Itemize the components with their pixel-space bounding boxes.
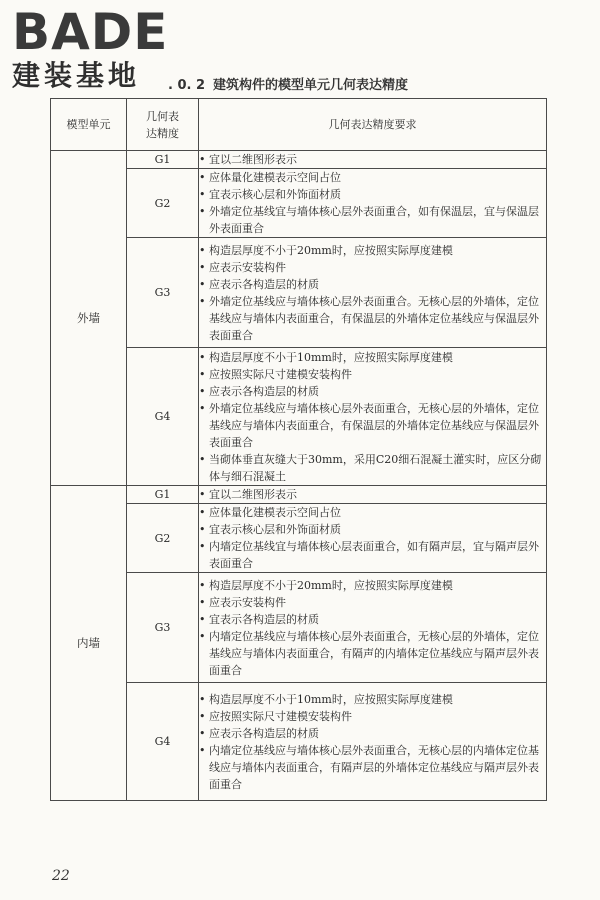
- requirements-list: [199, 151, 546, 168]
- requirement-item: • 内墙定位基线应与墙体核心层外表面重合，无核心层的外墙体，定位基线应与墙体内表面重合，有隔声的内墙体定位基线应与隔声层外表面重合: [199, 628, 546, 679]
- requirements-cell: [199, 169, 547, 238]
- logo-wordmark: BADE: [12, 3, 169, 61]
- requirements-cell: [199, 486, 547, 504]
- requirement-item: • 宜以二维图形表示: [199, 486, 546, 503]
- requirement-item: • 应表示各构造层的材质: [199, 276, 546, 293]
- requirement-item: • 应表示各构造层的材质: [199, 725, 546, 742]
- requirement-item: • 应按照实际尺寸建模安装构件: [199, 708, 546, 725]
- requirements-list: [199, 486, 546, 503]
- table-body: [51, 151, 547, 801]
- requirement-item: • 宜以二维图形表示: [199, 151, 546, 168]
- requirements-cell: [199, 348, 547, 486]
- requirement-item: • 宜表示核心层和外饰面材质: [199, 186, 546, 203]
- requirement-item: • 应按照实际尺寸建模安装构件: [199, 366, 546, 383]
- model-unit-cell: 外墙: [51, 151, 127, 486]
- requirements-cell: [199, 573, 547, 683]
- brand-logo: [6, 4, 191, 100]
- requirement-item: • 宜表示核心层和外饰面材质: [199, 521, 546, 538]
- requirements-list: [199, 349, 546, 485]
- precision-level-cell: G1: [127, 151, 199, 169]
- precision-level-cell: G2: [127, 169, 199, 238]
- requirement-item: • 当砌体垂直灰缝大于30mm，采用C20细石混凝土灌实时，应区分砌体与细石混凝土: [199, 451, 546, 485]
- header-level: [127, 99, 199, 151]
- requirements-list: [199, 242, 546, 344]
- header-requirements: 几何表达精度要求: [199, 99, 547, 151]
- requirement-item: • 外墙定位基线宜与墙体核心层外表面重合，如有保温层，宜与保温层外表面重合: [199, 203, 546, 237]
- requirements-list: [199, 691, 546, 793]
- section-heading: [168, 74, 408, 93]
- requirements-cell: [199, 683, 547, 801]
- requirements-cell: [199, 151, 547, 169]
- page-number: 22: [52, 868, 70, 884]
- requirement-item: • 构造层厚度不小于20mm时，应按照实际厚度建模: [199, 242, 546, 259]
- header-unit: 模型单元: [51, 99, 127, 151]
- section-number: . 0. 2: [168, 78, 206, 93]
- requirement-item: • 内墙定位基线宜与墙体核心层表面重合，如有隔声层，宜与隔声层外表面重合: [199, 538, 546, 572]
- precision-level-cell: G3: [127, 238, 199, 348]
- header-level-line1: 几何表: [146, 109, 179, 123]
- table-header-row: [51, 99, 547, 151]
- requirement-item: • 宜表示各构造层的材质: [199, 611, 546, 628]
- header-level-line2: 达精度: [146, 126, 179, 140]
- precision-table: [50, 98, 547, 801]
- requirements-cell: [199, 238, 547, 348]
- table-row: [51, 151, 547, 169]
- requirements-list: [199, 577, 546, 679]
- requirements-list: [199, 169, 546, 237]
- precision-level-cell: G4: [127, 348, 199, 486]
- section-title: 建筑构件的模型单元几何表达精度: [213, 78, 409, 93]
- precision-level-cell: G2: [127, 504, 199, 573]
- requirement-item: • 应体量化建模表示空间占位: [199, 504, 546, 521]
- table-row: [51, 486, 547, 504]
- precision-level-cell: G4: [127, 683, 199, 801]
- requirement-item: • 应体量化建模表示空间占位: [199, 169, 546, 186]
- requirement-item: • 外墙定位基线应与墙体核心层外表面重合，无核心层的外墙体，定位基线应与墙体内表面重合，有保温层的外墙体定位基线应与保温层外表面重合: [199, 400, 546, 451]
- requirement-item: • 应表示各构造层的材质: [199, 383, 546, 400]
- precision-level-cell: G3: [127, 573, 199, 683]
- requirement-item: • 构造层厚度不小于20mm时，应按照实际厚度建模: [199, 577, 546, 594]
- requirement-item: • 应表示安装构件: [199, 259, 546, 276]
- requirement-item: • 构造层厚度不小于10mm时，应按照实际厚度建模: [199, 691, 546, 708]
- requirement-item: • 应表示安装构件: [199, 594, 546, 611]
- requirements-cell: [199, 504, 547, 573]
- precision-level-cell: G1: [127, 486, 199, 504]
- model-unit-cell: 内墙: [51, 486, 127, 801]
- requirement-item: • 外墙定位基线应与墙体核心层外表面重合。无核心层的外墙体，定位基线应与墙体内表面重合，有保温层的外墙体定位基线应与保温层外表面重合: [199, 293, 546, 344]
- requirements-list: [199, 504, 546, 572]
- logo-subtitle: 建装基地: [12, 59, 141, 92]
- requirement-item: • 内墙定位基线应与墙体核心层外表面重合，无核心层的内墙体定位基线应与墙体内表面重合，有隔声层的外墙体定位基线应与隔声层外表面重合: [199, 742, 546, 793]
- requirement-item: • 构造层厚度不小于10mm时，应按照实际厚度建模: [199, 349, 546, 366]
